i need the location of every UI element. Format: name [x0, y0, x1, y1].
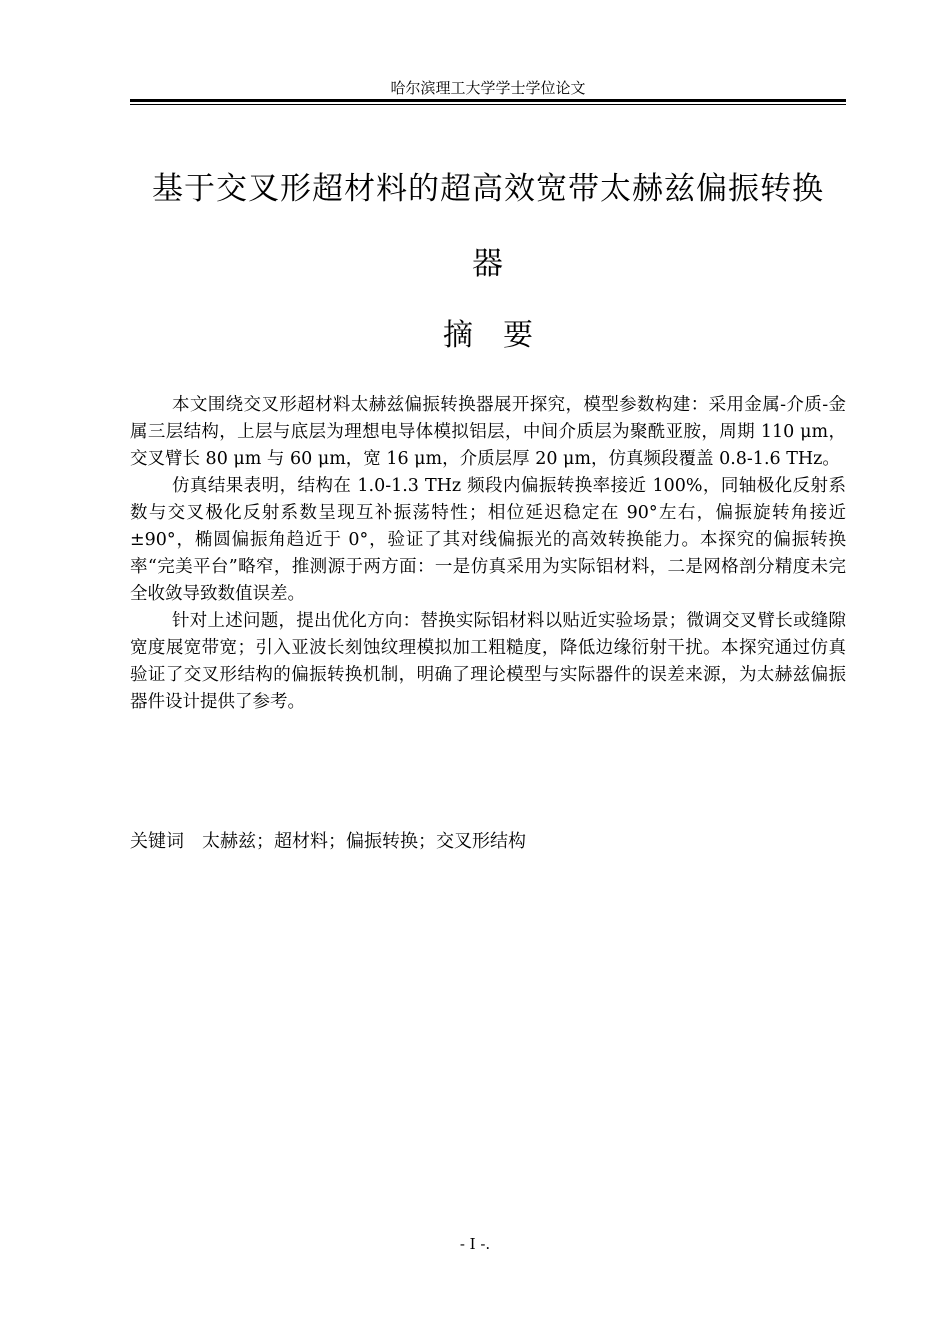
- keywords-text: 太赫兹；超材料；偏振转换；交叉形结构: [202, 831, 526, 852]
- running-header: 哈尔滨理工大学学士学位论文: [390, 79, 586, 97]
- title-line-1: 基于交叉形超材料的超高效宽带太赫兹偏振转换: [152, 171, 824, 207]
- page-number: - I -.: [459, 1235, 491, 1253]
- abstract-paragraph: 针对上述问题，提出优化方向：替换实际铝材料以贴近实验场景；微调交叉臂长或缝隙宽度展宽带宽；引入亚波长刻蚀纹理模拟加工粗糙度，降低边缘衍射干扰。本探究通过仿真验证了交叉形结构的偏振转换机制，明确了理论模型与实际器件的误差来源，为太赫兹偏振器件设计提供了参考。: [130, 611, 846, 712]
- header-rule-thick: [130, 99, 846, 102]
- keywords: [130, 828, 846, 855]
- thesis-title: [130, 152, 846, 302]
- abstract-paragraph: 仿真结果表明，结构在 1.0-1.3 THz 频段内偏振转换率接近 100%，同轴极化反射系数与交叉极化反射系数呈现互补振荡特性；相位延迟稳定在 90°左右，偏振旋转角接近±90°，椭圆偏振角趋近于 0°，验证了其对线偏振光的高效转换能力。本探究的偏振转换率“完美平台”略窄，推测源于两方面：一是仿真采用为实际铝材料，二是网格剖分精度未完全收敛导致数值误差。: [130, 476, 846, 604]
- abstract-body: [130, 392, 846, 716]
- abstract-paragraph: 本文围绕交叉形超材料太赫兹偏振转换器展开探究，模型参数构建：采用金属-介质-金属三层结构，上层与底层为理想电导体模拟铝层，中间介质层为聚酰亚胺，周期 110 μm，交叉臂长 80 μm 与 60 μm，宽 16 μm，介质层厚 20 μm，仿真频段覆盖 0.8-1.6 THz。: [130, 395, 846, 469]
- title-line-2: 器: [472, 246, 504, 282]
- abstract-heading: 摘 要: [443, 318, 533, 353]
- keywords-label: 关键词: [130, 831, 184, 852]
- header-rule-thin: [130, 104, 846, 105]
